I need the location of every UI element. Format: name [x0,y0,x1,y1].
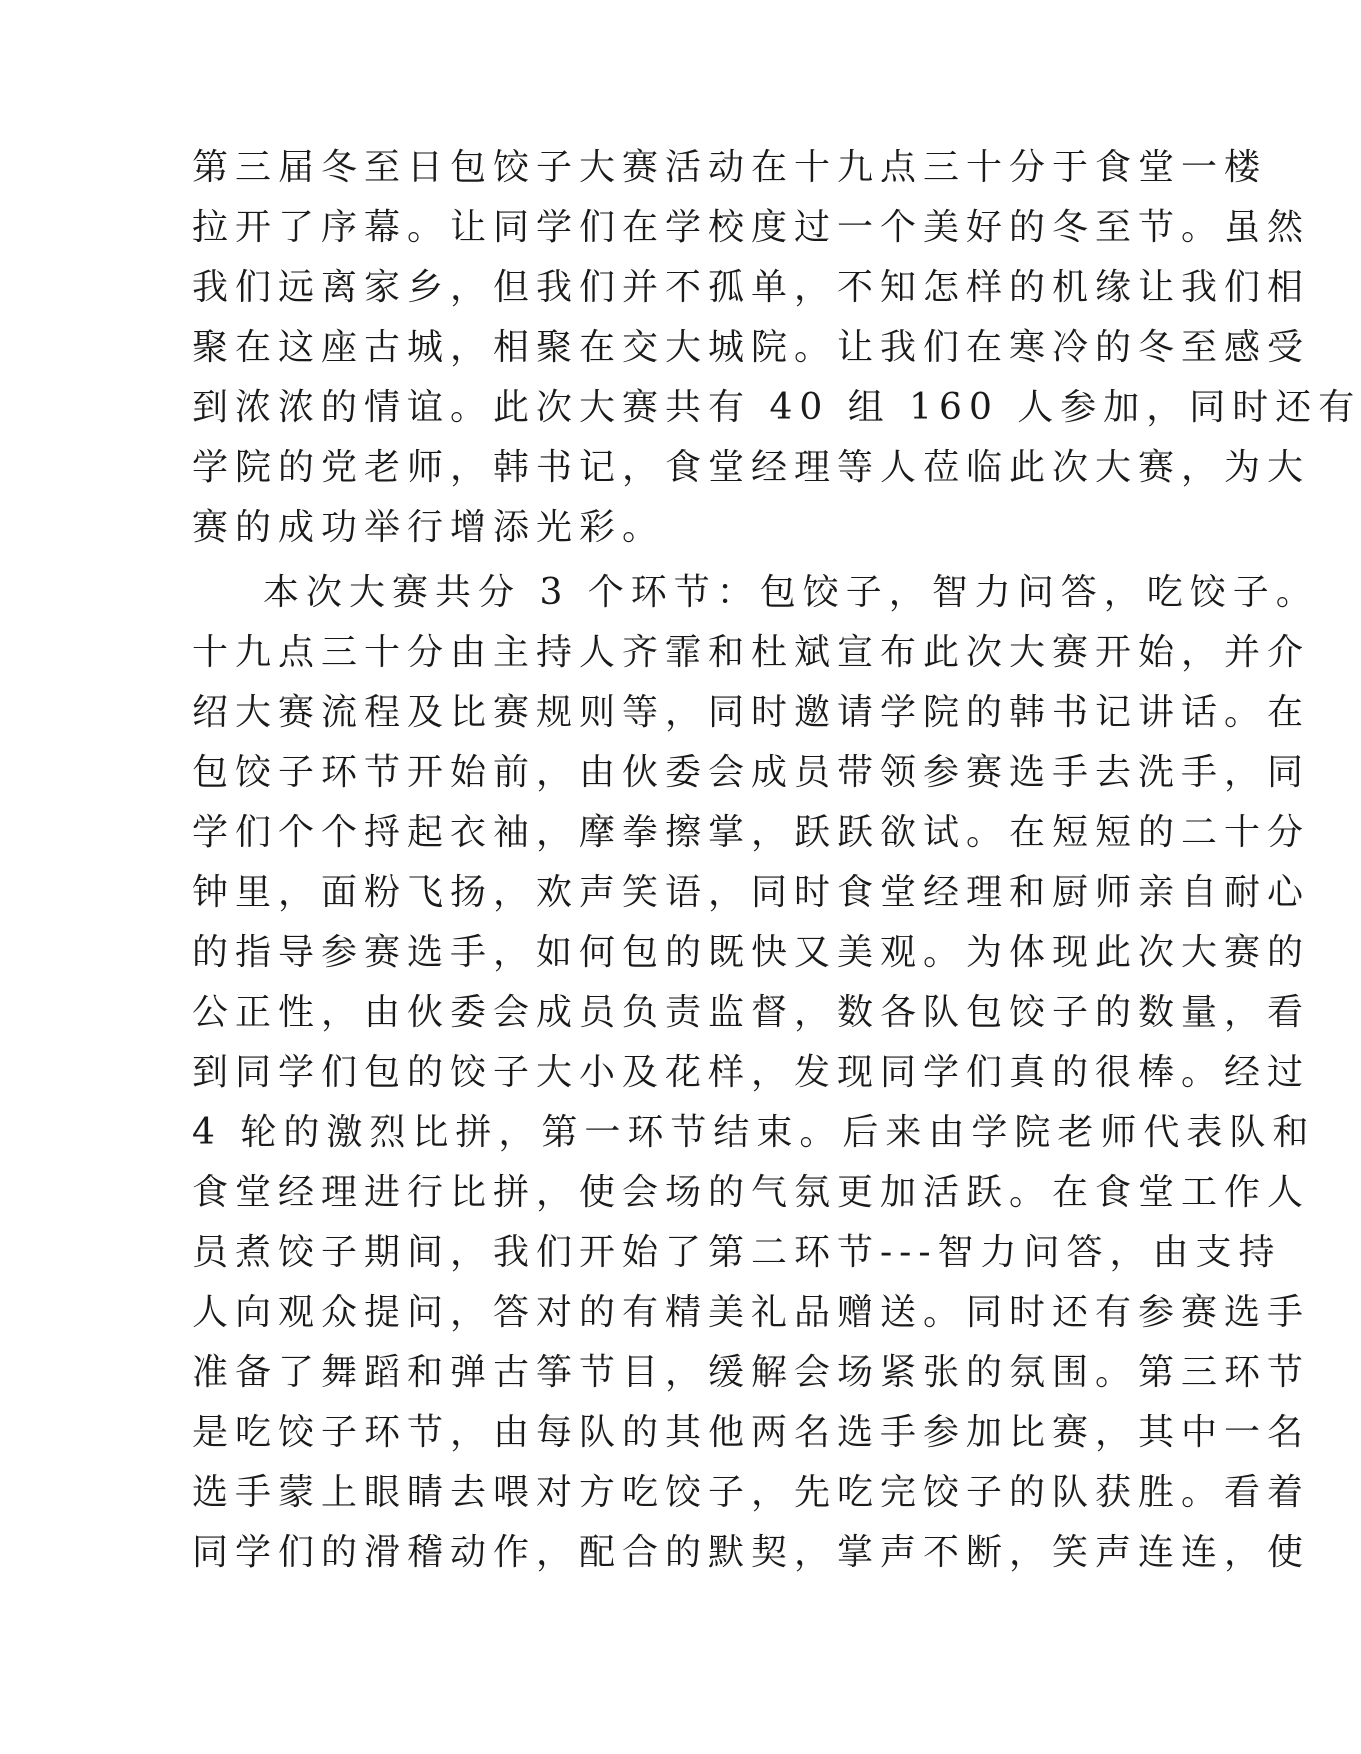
text-line: 同学们的滑稽动作，配合的默契，掌声不断，笑声连连，使 [192,1532,1311,1573]
text-line: 第三届冬至日包饺子大赛活动在十九点三十分于食堂一楼 [192,147,1268,188]
text-line: 到同学们包的饺子大小及花样，发现同学们真的很棒。经过 [192,1052,1311,1093]
text-line: 准备了舞蹈和弹古筝节目，缓解会场紧张的氛围。第三环节 [192,1352,1311,1393]
text-line: 包饺子环节开始前，由伙委会成员带领参赛选手去洗手，同 [192,752,1311,793]
text-line: 拉开了序幕。让同学们在学校度过一个美好的冬至节。虽然 [192,207,1311,248]
text-line: 是吃饺子环节，由每队的其他两名选手参加比赛，其中一名 [192,1412,1311,1453]
text-line: 食堂经理进行比拼，使会场的气氛更加活跃。在食堂工作人 [192,1172,1311,1213]
text-line: 学们个个捋起衣袖，摩拳擦掌，跃跃欲试。在短短的二十分 [192,812,1311,853]
text-line: 我们远离家乡，但我们并不孤单，不知怎样的机缘让我们相 [192,267,1311,308]
text-line: 赛的成功举行增添光彩。 [192,507,666,548]
text-line: 聚在这座古城，相聚在交大城院。让我们在寒冷的冬至感受 [192,327,1311,368]
text-line: 学院的党老师，韩书记，食堂经理等人莅临此次大赛，为大 [192,447,1311,488]
text-line: 员煮饺子期间，我们开始了第二环节---智力问答，由支持 [192,1232,1282,1273]
text-line: 十九点三十分由主持人齐霏和杜斌宣布此次大赛开始，并介 [192,632,1311,673]
text-line: 人向观众提问，答对的有精美礼品赠送。同时还有参赛选手 [192,1292,1311,1333]
text-line: 4 轮的激烈比拼，第一环节结束。后来由学院老师代表队和 [192,1112,1316,1153]
text-line: 绍大赛流程及比赛规则等，同时邀请学院的韩书记讲话。在 [192,692,1311,733]
text-line: 到浓浓的情谊。此次大赛共有 40 组 160 人参加，同时还有 [192,387,1361,428]
text-line: 公正性，由伙委会成员负责监督，数各队包饺子的数量，看 [192,992,1311,1033]
text-line: 本次大赛共分 3 个环节：包饺子，智力问答，吃饺子。 [263,572,1319,613]
text-line: 钟里，面粉飞扬，欢声笑语，同时食堂经理和厨师亲自耐心 [192,872,1311,913]
text-line: 选手蒙上眼睛去喂对方吃饺子，先吃完饺子的队获胜。看着 [192,1472,1311,1513]
text-line: 的指导参赛选手，如何包的既快又美观。为体现此次大赛的 [192,932,1311,973]
